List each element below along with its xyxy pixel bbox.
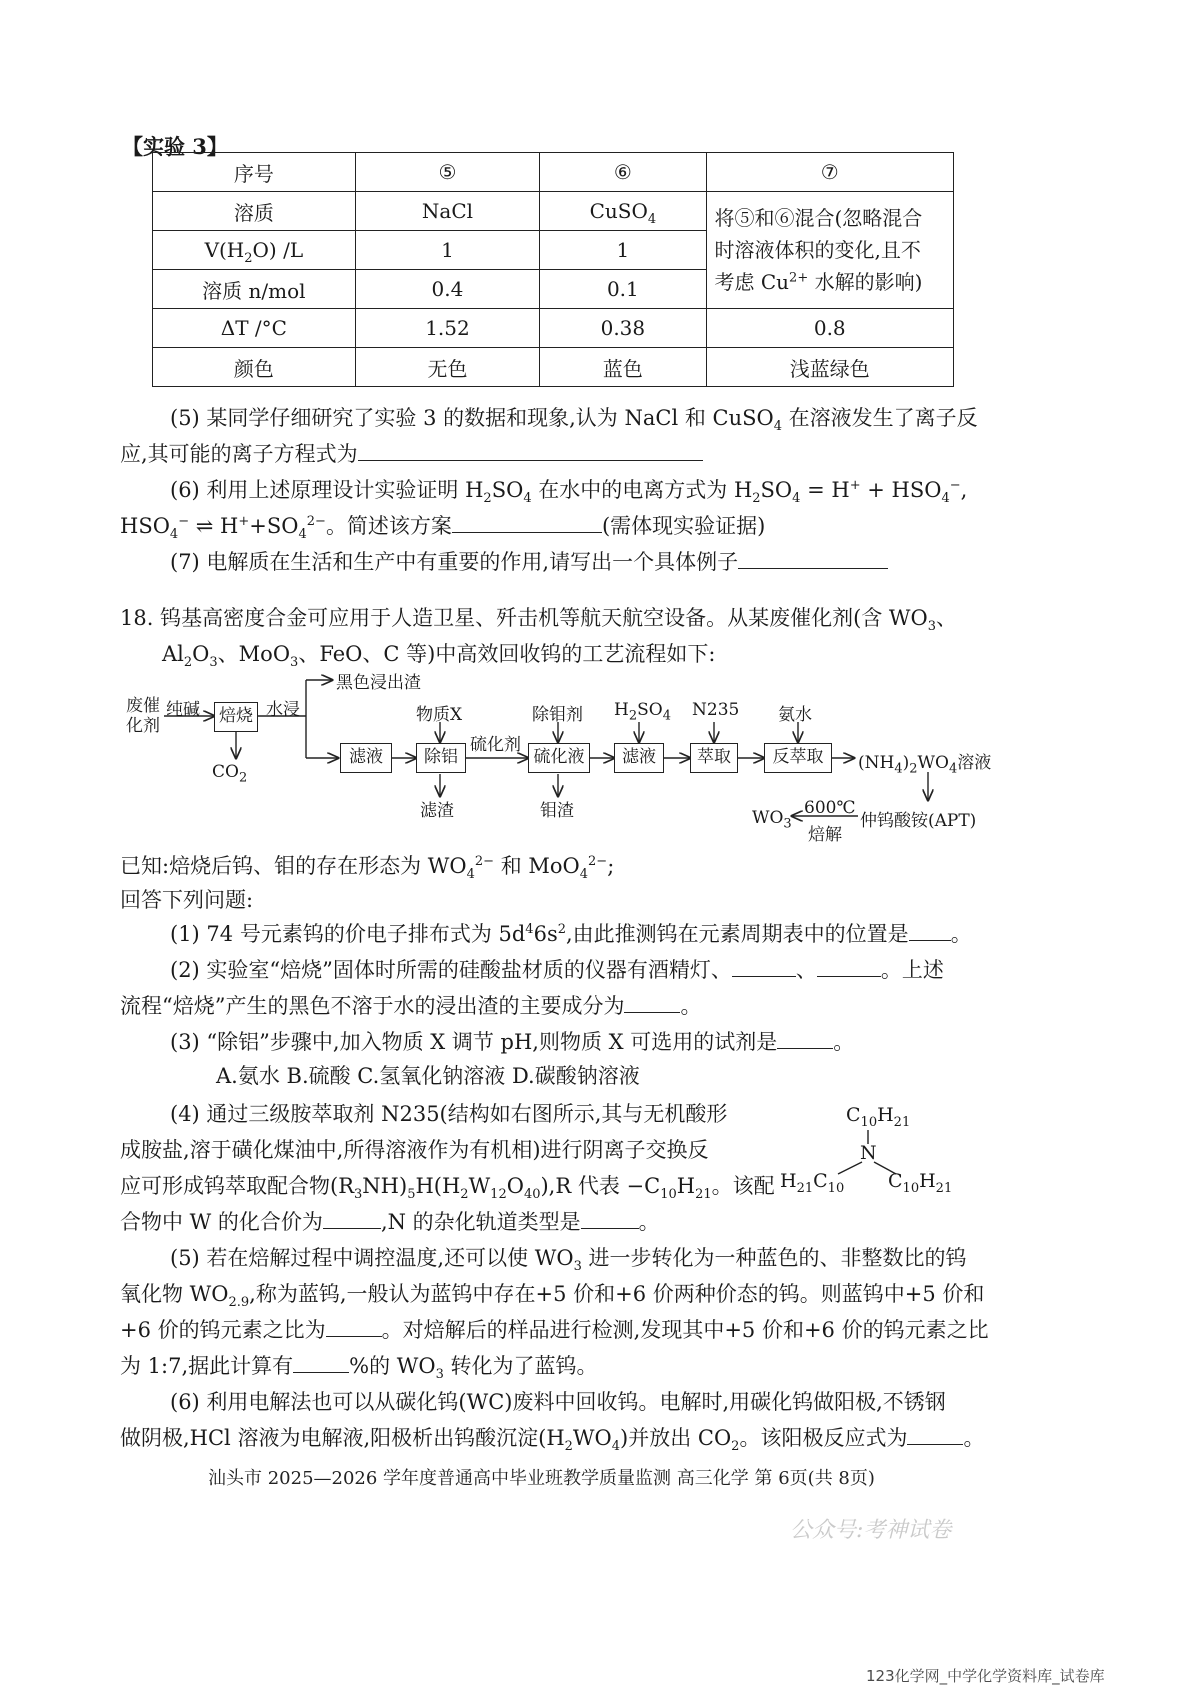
table-cell: 蓝色 [540,348,706,387]
q6-line1: (6) 利用上述原理设计实验证明 $H_2SO_4$ 在水中的电离方式为 $H_2SO_4 = H^+ + HSO_4^-$, [170,478,968,507]
sub1-line: (1) 74 号元素钨的价电子排布式为 $5d^46s^2$,由此推测钨在元素周期表中的位置是 。 [170,922,972,946]
flow-box-filtrate: 滤液 [340,743,392,773]
q7-line: (7) 电解质在生活和生产中有重要的作用,请写出一个具体例子 [170,548,888,576]
table-cell: 0.1 [540,270,706,309]
row-label: ΔT /°C [153,309,356,348]
answer-blank[interactable] [581,1208,639,1229]
sub5-line2: 氧化物 $WO_{2.9}$,称为蓝钨,一般认为蓝钨中存在+5 价和+6 价两种价态的钨。则蓝钨中+5 价和 [120,1282,985,1311]
sub5-line3: +6 价的钨元素之比为 。对焙解后的样品进行检测,发现其中+5 价和+6 价的钨元素之比 [120,1318,989,1342]
watermark-site: 123化学网_中学化学资料库_试卷库 [866,1667,1105,1685]
header-cell: ⑤ [355,153,540,192]
table-cell: 浅蓝绿色 [706,348,954,387]
table-row [153,348,954,387]
sub6-line1: (6) 利用电解法也可以从碳化钨(WC)废料中回收钨。电解时,用碳化钨做阳极,不锈钢 [170,1390,946,1414]
header-cell: 序号 [153,153,356,192]
row-label: 溶质 [153,192,356,231]
sub4-line1: (4) 通过三级胺萃取剂 N235(结构如右图所示,其与无机酸形 [170,1102,728,1126]
sub5-line4: 为 1:7,据此计算有 %的 $WO_3$ 转化为了蓝钨。 [120,1354,598,1383]
flow-wo3: $WO_3$ [752,808,792,832]
struct-left: $H_{21}C_{10}$ [780,1170,845,1196]
struct-top: $C_{10}H_{21}$ [846,1104,911,1130]
answer-blank[interactable] [326,1316,382,1337]
table-cell: 1 [355,231,540,270]
q18-line2: $Al_2O_3$、MoO$_3$、FeO、C 等)中高效回收钨的工艺流程如下: [162,642,716,671]
table-row [153,192,954,231]
table-cell: NaCl [355,192,540,231]
answer-blank[interactable] [817,956,881,977]
flow-black-residue: 黑色浸出渣 [336,673,421,693]
q5-line1: (5) 某同学仔细研究了实验 3 的数据和现象,认为 NaCl 和 CuSO$_4$ 在溶液发生了离子反 [170,406,978,435]
struct-n: N [860,1142,877,1164]
process-flowchart [0,660,1197,850]
q6-line2: $HSO_4^-$ ⇌ $H^++SO_4^{2-}$。简述该方案 (需体现实验证据) [120,514,766,543]
flow-mo-remover: 除钼剂 [532,705,583,725]
answer-blank[interactable] [323,1208,381,1229]
answer-intro: 回答下列问题: [120,888,254,912]
table-row [153,309,954,348]
flow-n235: N235 [692,700,740,720]
sub4-line3: 应可形成钨萃取配合物$(R_3NH)_5H(H_2W_{12}O_{40}),R$ 代表 $-C_{10}H_{21}$。该配 [120,1174,775,1203]
answer-blank[interactable] [452,512,602,533]
flow-box-filtrate2: 滤液 [614,743,664,773]
flow-co2: $CO_2$ [212,762,248,786]
flow-feed: 废催 化剂 [126,696,160,736]
header-cell: ⑦ [706,153,954,192]
q5-line2: 应,其可能的离子方程式为 [120,440,703,468]
header-cell: ⑥ [540,153,706,192]
table-cell: 0.38 [540,309,706,348]
flow-residue: 滤渣 [420,801,454,821]
answer-blank[interactable] [624,992,680,1013]
page-footer: 汕头市 2025—2026 学年度普通高中毕业班教学质量监测 高三化学 第 6页(共 8页) [208,1468,875,1489]
flow-ammonia: 氨水 [778,705,812,725]
flow-temp: 600℃ [804,798,856,818]
sub4-line4: 合物中 W 的化合价为 ,N 的杂化轨道类型是 。 [120,1210,660,1234]
table-cell: 0.4 [355,270,540,309]
flow-box-sulfide-liquid: 硫化液 [528,743,590,773]
watermark-wechat: 公众号:考神试卷 [790,1518,952,1543]
flow-apt: 仲钨酸铵(APT) [860,811,977,831]
answer-blank[interactable] [907,1424,963,1445]
answer-blank[interactable] [777,1028,833,1049]
flow-box-extract: 萃取 [690,743,738,773]
flow-box-remove-al: 除铝 [416,743,466,773]
flow-box-roast: 焙烧 [214,702,258,732]
q18-line1: 18. 钨基高密度合金可应用于人造卫星、歼击机等航天航空设备。从某废催化剂(含 $WO_3$、 [120,606,958,635]
sub6-line2: 做阴极,HCl 溶液为电解液,阳极析出钨酸沉淀$(H_2WO_4)$并放出 $CO_2$。该阳极反应式为 。 [120,1426,985,1455]
row-label: $V(H_2O)$ /L [153,231,356,270]
table-cell: 1 [540,231,706,270]
flow-box-back-extract: 反萃取 [764,743,832,773]
known-info: 已知:焙烧后钨、钼的存在形态为 $WO_4^{2-}$ 和 MoO$_4^{2-}$; [120,854,615,883]
struct-right: $C_{10}H_{21}$ [888,1170,953,1196]
sub4-line2: 成胺盐,溶于磺化煤油中,所得溶液作为有机相)进行阴离子交换反 [120,1138,709,1162]
n235-structure [780,1104,960,1204]
table-cell: 无色 [355,348,540,387]
table-cell: CuSO$_4$ [540,192,706,231]
sub5-line1: (5) 若在焙解过程中调控温度,还可以使 $WO_3$ 进一步转化为一种蓝色的、非整数比的钨 [170,1246,967,1275]
row-label: 颜色 [153,348,356,387]
flow-product: $(NH_4)_2WO_4$溶液 [858,753,992,777]
sub3-options: A.氨水 B.硫酸 C.氢氧化钠溶液 D.碳酸钠溶液 [216,1064,640,1088]
answer-blank[interactable] [738,548,888,569]
answer-blank[interactable] [293,1352,349,1373]
sub2-line1: (2) 实验室“焙烧”固体时所需的硅酸盐材质的仪器有酒精灯、 、 。上述 [170,958,944,982]
answer-blank[interactable] [358,440,703,461]
flow-mo-residue: 钼渣 [540,801,574,821]
row-label: 溶质 n/mol [153,270,356,309]
sub3-line1: (3) “除铝”步骤中,加入物质 X 调节 pH,则物质 X 可选用的试剂是 。 [170,1030,855,1054]
table-row [153,153,954,192]
answer-blank[interactable] [732,956,796,977]
table-cell: 1.52 [355,309,540,348]
merged-note-cell: 将⑤和⑥混合(忽略混合 时溶液体积的变化,且不 考虑 $Cu^{2+}$ 水解的影响) [706,192,954,309]
flow-calcine: 焙解 [808,825,842,845]
flow-sulfide-agent: 硫化剂 [470,735,521,755]
experiment-title: 【实验 3】 [122,134,228,159]
flow-substance-x: 物质X [416,705,463,725]
flow-soda: 纯碱 [166,700,200,720]
flow-h2so4: $H_2SO_4$ [614,700,671,724]
experiment3-table [152,152,954,387]
flow-water: 水浸 [266,700,300,720]
table-cell: 0.8 [706,309,954,348]
answer-blank[interactable] [909,920,951,941]
sub2-line2: 流程“焙烧”产生的黑色不溶于水的浸出渣的主要成分为 。 [120,994,702,1018]
